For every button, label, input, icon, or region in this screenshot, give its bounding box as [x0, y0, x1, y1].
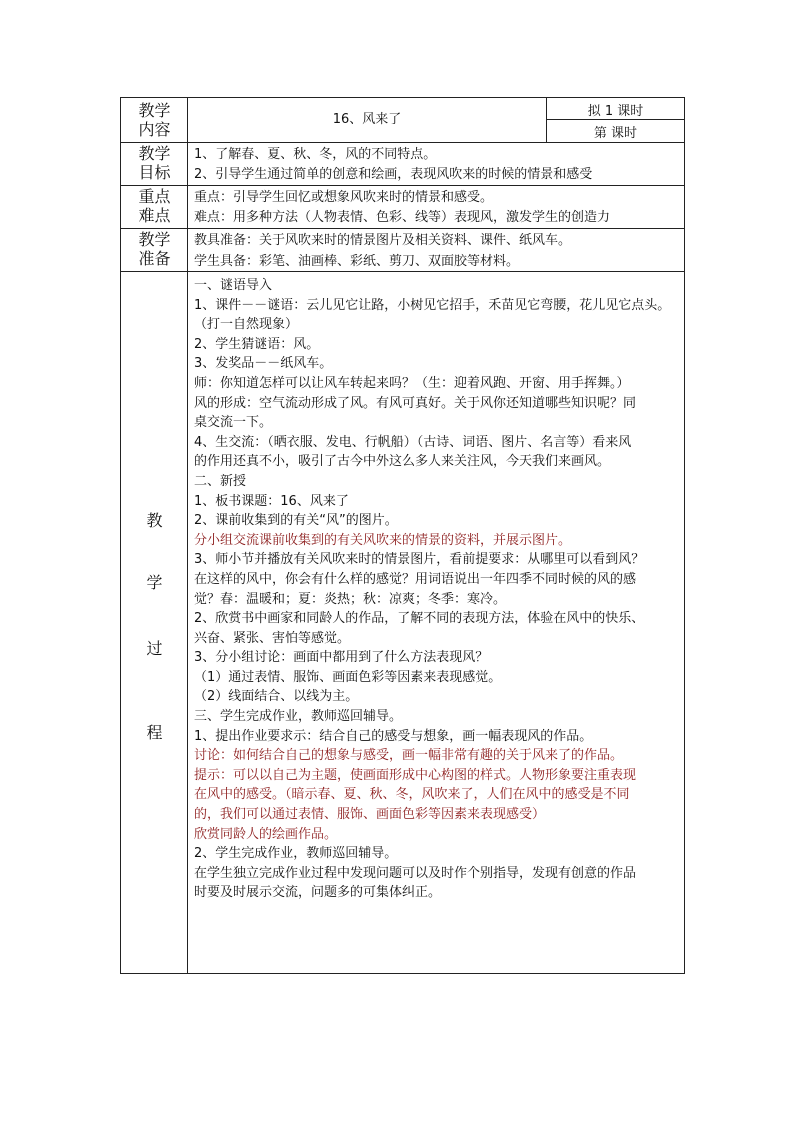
process-line: 3、分小组讨论：画面中都用到了什么方法表现风？ — [194, 650, 489, 666]
process-line: （打一自然现象） — [194, 317, 299, 333]
process-line: 3、发奖品－－纸风车。 — [194, 356, 333, 372]
process-line: 在学生独立完成作业过程中发现问题可以及时作个别指导，发现有创意的作品 — [194, 865, 637, 881]
row-divider-1 — [121, 142, 684, 143]
content-label: 教学 内容 — [138, 101, 171, 139]
process-line: 2、课前收集到的有关“风”的图片。 — [194, 513, 398, 529]
goals-label: 教学 目标 — [138, 144, 171, 182]
process-line: 2、学生猜谜语：风。 — [194, 336, 320, 352]
lesson-plan-table — [120, 97, 685, 974]
goals-line: 2、引导学生通过简单的创意和绘画，表现风吹来的时候的情景和感受 — [194, 167, 593, 182]
process-line: 师：你知道怎样可以让风车转起来吗？（生：迎着风跑、开窗、用手挥舞。） — [194, 375, 630, 391]
process-content — [194, 276, 670, 903]
process-line: 2、学生完成作业，教师巡回辅导。 — [194, 846, 398, 862]
process-line: （2）线面结合、以线为主。 — [194, 689, 359, 705]
keypoints-line: 难点：用多种方法（人物表情、色彩、线等）表现风，激发学生的创造力 — [194, 210, 611, 225]
process-line: 1、提出作业要求示：结合自己的感受与想象，画一幅表现风的作品。 — [194, 728, 593, 744]
process-label-char: 程 — [146, 723, 163, 742]
prep-line: 教具准备：关于风吹来时的情景图片及相关资料、课件、纸风车。 — [194, 233, 572, 248]
lesson-title: 16、风来了 — [332, 112, 402, 127]
process-line: 的，我们可以通过表情、服饰、画面色彩等因素来表现感受） — [194, 807, 546, 823]
process-line: 1、板书课题：16、风来了 — [194, 493, 349, 509]
process-line: 在风中的感受。（暗示春、夏、秋、冬，风吹来了，人们在风中的感受是不同 — [194, 787, 630, 803]
process-label-char: 教 — [146, 511, 163, 530]
process-line: 1、课件－－谜语：云儿见它让路，小树见它招手，禾苗见它弯腰，花儿见它点头。 — [194, 297, 671, 313]
goals-line: 1、了解春、夏、秋、冬，风的不同特点。 — [194, 147, 437, 162]
process-line: 讨论：如何结合自己的想象与感受，画一幅非常有趣的关于风来了的作品。 — [194, 748, 624, 764]
process-line: 桌交流一下。 — [194, 415, 273, 431]
process-line: 欣赏同龄人的绘画作品。 — [194, 826, 338, 842]
row-divider-2 — [121, 185, 684, 186]
process-line: 2、欣赏书中画家和同龄人的作品，了解不同的表现方法，体验在风中的快乐、 — [194, 611, 645, 627]
process-label-char: 过 — [146, 639, 163, 658]
row-divider-3 — [121, 228, 684, 229]
process-line: 提示：可以以自己为主题，使画面形成中心构图的样式。人物形象要注重表现 — [194, 767, 637, 783]
keypoints-line: 重点：引导学生回忆或想象风吹来时的情景和感受。 — [194, 190, 494, 205]
process-label-char: 学 — [146, 573, 163, 592]
process-line: 觉？春：温暖和；夏：炎热；秋：凉爽；冬季：寒冷。 — [194, 591, 507, 607]
prep-label: 教学 准备 — [138, 230, 171, 268]
process-line: 时要及时展示交流，问题多的可集体纠正。 — [194, 885, 442, 901]
process-line: 在这样的风中，你会有什么样的感觉？用词语说出一年四季不同时候的风的感 — [194, 571, 637, 587]
process-line: 的作用还真不小，吸引了古今中外这么多人来关注风，今天我们来画风。 — [194, 454, 611, 470]
process-line: 风的形成：空气流动形成了风。有风可真好。关于风你还知道哪些知识呢？同 — [194, 395, 637, 411]
planned-periods: 拟 1 课时 — [587, 104, 644, 119]
process-line: 三、学生完成作业，教师巡回辅导。 — [194, 709, 403, 725]
process-line: 兴奋、紧张、害怕等感觉。 — [194, 630, 351, 646]
process-line: 4、生交流：（晒衣服、发电、行帆船）（古诗、词语、图片、名言等）看来风 — [194, 434, 632, 450]
keypoints-label: 重点 难点 — [138, 187, 171, 225]
lesson-row-divider — [546, 119, 684, 120]
prep-line: 学生具备：彩笔、油画棒、彩纸、剪刀、双面胶等材料。 — [194, 254, 520, 269]
process-line: 二、新授 — [194, 473, 247, 489]
period-number: 第 课时 — [593, 126, 638, 141]
process-line: 分小组交流课前收集到的有关风吹来的情景的资料，并展示图片。 — [194, 532, 572, 548]
process-line: 一、谜语导入 — [194, 278, 273, 293]
process-line: （1）通过表情、服饰、画面色彩等因素来表现感觉。 — [194, 669, 502, 685]
process-line: 3、师小节并播放有关风吹来时的情景图片，看前提要求：从哪里可以看到风？ — [194, 552, 645, 568]
